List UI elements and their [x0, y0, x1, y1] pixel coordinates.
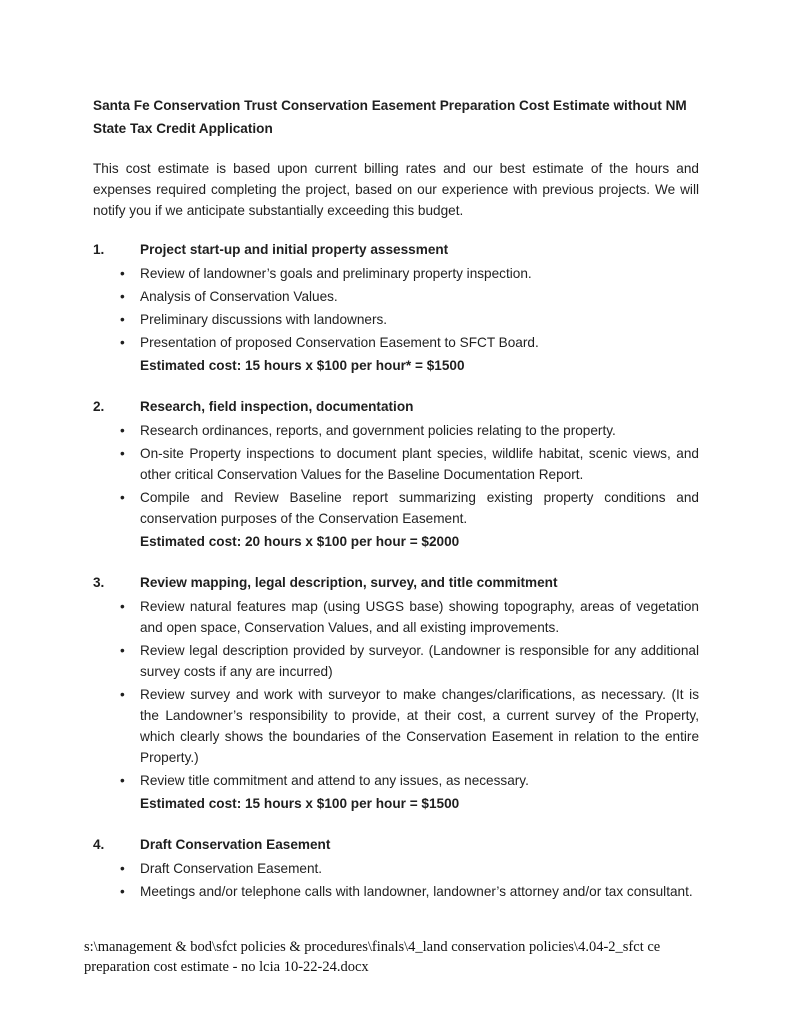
bullet-icon: [120, 263, 140, 284]
intro-paragraph: This cost estimate is based upon current billing rates and our best estimate of the hours and expenses required completing the project, based on our experience with previous projects. We will notify you if we anticipate substantially exceeding this budget.: [93, 161, 699, 218]
section-heading: Research, field inspection, documentation: [140, 399, 414, 414]
bullet-item: [93, 443, 699, 485]
bullet-text: Draft Conservation Easement.: [140, 861, 323, 876]
bullet-item: [93, 309, 699, 330]
bullet-item: [93, 420, 699, 441]
document-body: [93, 94, 699, 922]
bullet-text: Review of landowner’s goals and preliminary property inspection.: [140, 266, 532, 281]
bullet-icon: [120, 640, 140, 682]
bullet-text: Analysis of Conservation Values.: [140, 289, 338, 304]
section-number: 4.: [93, 837, 105, 852]
bullet-text: Review title commitment and attend to any issues, as necessary.: [140, 773, 529, 788]
section-heading: Project start-up and initial property assessment: [140, 242, 449, 257]
bullet-icon: [120, 596, 140, 638]
bullet-text: Review natural features map (using USGS base) showing topography, areas of vegetation and open space, Conservation Values, and all existing improvements.: [140, 599, 699, 635]
bullet-icon: [120, 487, 140, 529]
bullet-text: On-site Property inspections to document plant species, wildlife habitat, scenic views, and other critical Conservation Values for the Baseline Documentation Report.: [140, 446, 699, 482]
bullet-item: [93, 640, 699, 682]
estimated-cost-line: Estimated cost: 15 hours x $100 per hour = $1500: [140, 796, 460, 811]
section-heading-row: [93, 239, 699, 260]
bullet-icon: [120, 858, 140, 879]
section-number: 2.: [93, 399, 105, 414]
section-3: [93, 572, 699, 814]
bullet-text: Review legal description provided by surveyor. (Landowner is responsible for any additional survey costs if any are incurred): [140, 643, 699, 679]
section-4: [93, 834, 699, 902]
bullet-text: Research ordinances, reports, and government policies relating to the property.: [140, 423, 616, 438]
bullet-icon: [120, 332, 140, 353]
section-heading-row: [93, 834, 699, 855]
estimated-cost-line: Estimated cost: 15 hours x $100 per hour* = $1500: [140, 358, 465, 373]
document-title: Santa Fe Conservation Trust Conservation Easement Preparation Cost Estimate without NM State Tax Credit Application: [93, 98, 687, 136]
bullet-text: Presentation of proposed Conservation Easement to SFCT Board.: [140, 335, 539, 350]
bullet-text: Preliminary discussions with landowners.: [140, 312, 388, 327]
bullet-icon: [120, 309, 140, 330]
bullet-item: [93, 881, 699, 902]
bullet-item: [93, 684, 699, 768]
footer-file-path: s:\management & bod\sfct policies & procedures\finals\4_land conservation policies\4.04-2_sfct ce preparation cost estimate - no lcia 10-22-24.docx: [84, 939, 661, 975]
section-heading: Draft Conservation Easement: [140, 837, 331, 852]
section-heading-row: [93, 572, 699, 593]
bullet-icon: [120, 420, 140, 441]
bullet-icon: [120, 684, 140, 768]
section-number: 3.: [93, 575, 105, 590]
bullet-item: [93, 332, 699, 353]
section-heading: Review mapping, legal description, survey, and title commitment: [140, 575, 558, 590]
section-2: [93, 396, 699, 552]
bullet-text: Meetings and/or telephone calls with landowner, landowner’s attorney and/or tax consultant.: [140, 884, 693, 899]
bullet-icon: [120, 443, 140, 485]
section-heading-row: [93, 396, 699, 417]
bullet-item: [93, 858, 699, 879]
bullet-icon: [120, 286, 140, 307]
bullet-text: Review survey and work with surveyor to make changes/clarifications, as necessary. (It is the Landowner’s responsibility to provide, at their cost, a current survey of the Property, which clearly shows the boundaries of the Conservation Easement in relation to the entire Property.): [140, 687, 699, 765]
estimated-cost-line: Estimated cost: 20 hours x $100 per hour = $2000: [140, 534, 460, 549]
bullet-item: [93, 286, 699, 307]
bullet-item: [93, 770, 699, 791]
section-1: [93, 239, 699, 376]
section-number: 1.: [93, 242, 105, 257]
bullet-item: [93, 263, 699, 284]
bullet-item: [93, 596, 699, 638]
bullet-text: Compile and Review Baseline report summarizing existing property conditions and conservation purposes of the Conservation Easement.: [140, 490, 699, 526]
bullet-icon: [120, 881, 140, 902]
bullet-item: [93, 487, 699, 529]
bullet-icon: [120, 770, 140, 791]
